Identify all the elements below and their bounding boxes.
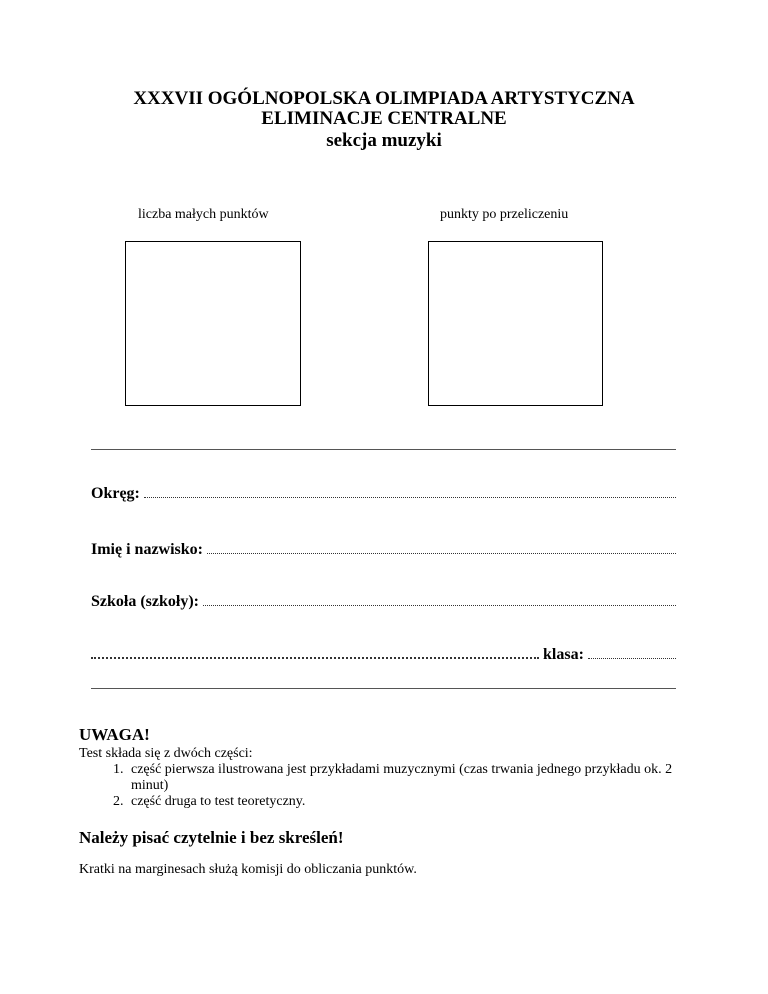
list-item: 1. część pierwsza ilustrowana jest przykładami muzycznymi (czas trwania jednego przykładu ok. 2 minut) bbox=[127, 762, 707, 794]
converted-points-box bbox=[428, 241, 603, 406]
small-points-label: liczba małych punktów bbox=[138, 207, 269, 222]
class-input-line[interactable] bbox=[588, 644, 676, 659]
margin-boxes-note: Kratki na marginesach służą komisji do obliczania punktów. bbox=[79, 862, 417, 877]
title-stage: ELIMINACJE CENTRALNE bbox=[261, 108, 507, 129]
class-label: klasa: bbox=[543, 646, 584, 663]
school-field bbox=[91, 591, 676, 615]
name-label: Imię i nazwisko: bbox=[91, 541, 203, 558]
name-field bbox=[91, 539, 676, 563]
legibility-warning: Należy pisać czytelnie i bez skreśleń! bbox=[79, 828, 344, 847]
small-points-box bbox=[125, 241, 301, 406]
district-field bbox=[91, 483, 676, 507]
divider-bottom bbox=[91, 688, 676, 689]
notice-intro: Test składa się z dwóch części: bbox=[79, 746, 253, 761]
school-label: Szkoła (szkoły): bbox=[91, 593, 199, 610]
converted-points-label: punkty po przeliczeniu bbox=[440, 207, 569, 222]
divider-top bbox=[91, 449, 676, 450]
name-input-line[interactable] bbox=[207, 539, 676, 554]
notice-heading: UWAGA! bbox=[79, 725, 150, 744]
instructions-list bbox=[79, 762, 707, 810]
title-olympiad: XXXVII OGÓLNOPOLSKA OLIMPIADA ARTYSTYCZNA bbox=[133, 88, 635, 109]
school-class-field bbox=[91, 643, 676, 667]
school-input-line[interactable] bbox=[203, 591, 676, 606]
title-section: sekcja muzyki bbox=[326, 130, 442, 151]
district-label: Okręg: bbox=[91, 485, 140, 502]
school-continuation-line[interactable] bbox=[91, 643, 539, 659]
district-input-line[interactable] bbox=[144, 483, 676, 498]
list-item: 2. część druga to test teoretyczny. bbox=[127, 794, 707, 810]
